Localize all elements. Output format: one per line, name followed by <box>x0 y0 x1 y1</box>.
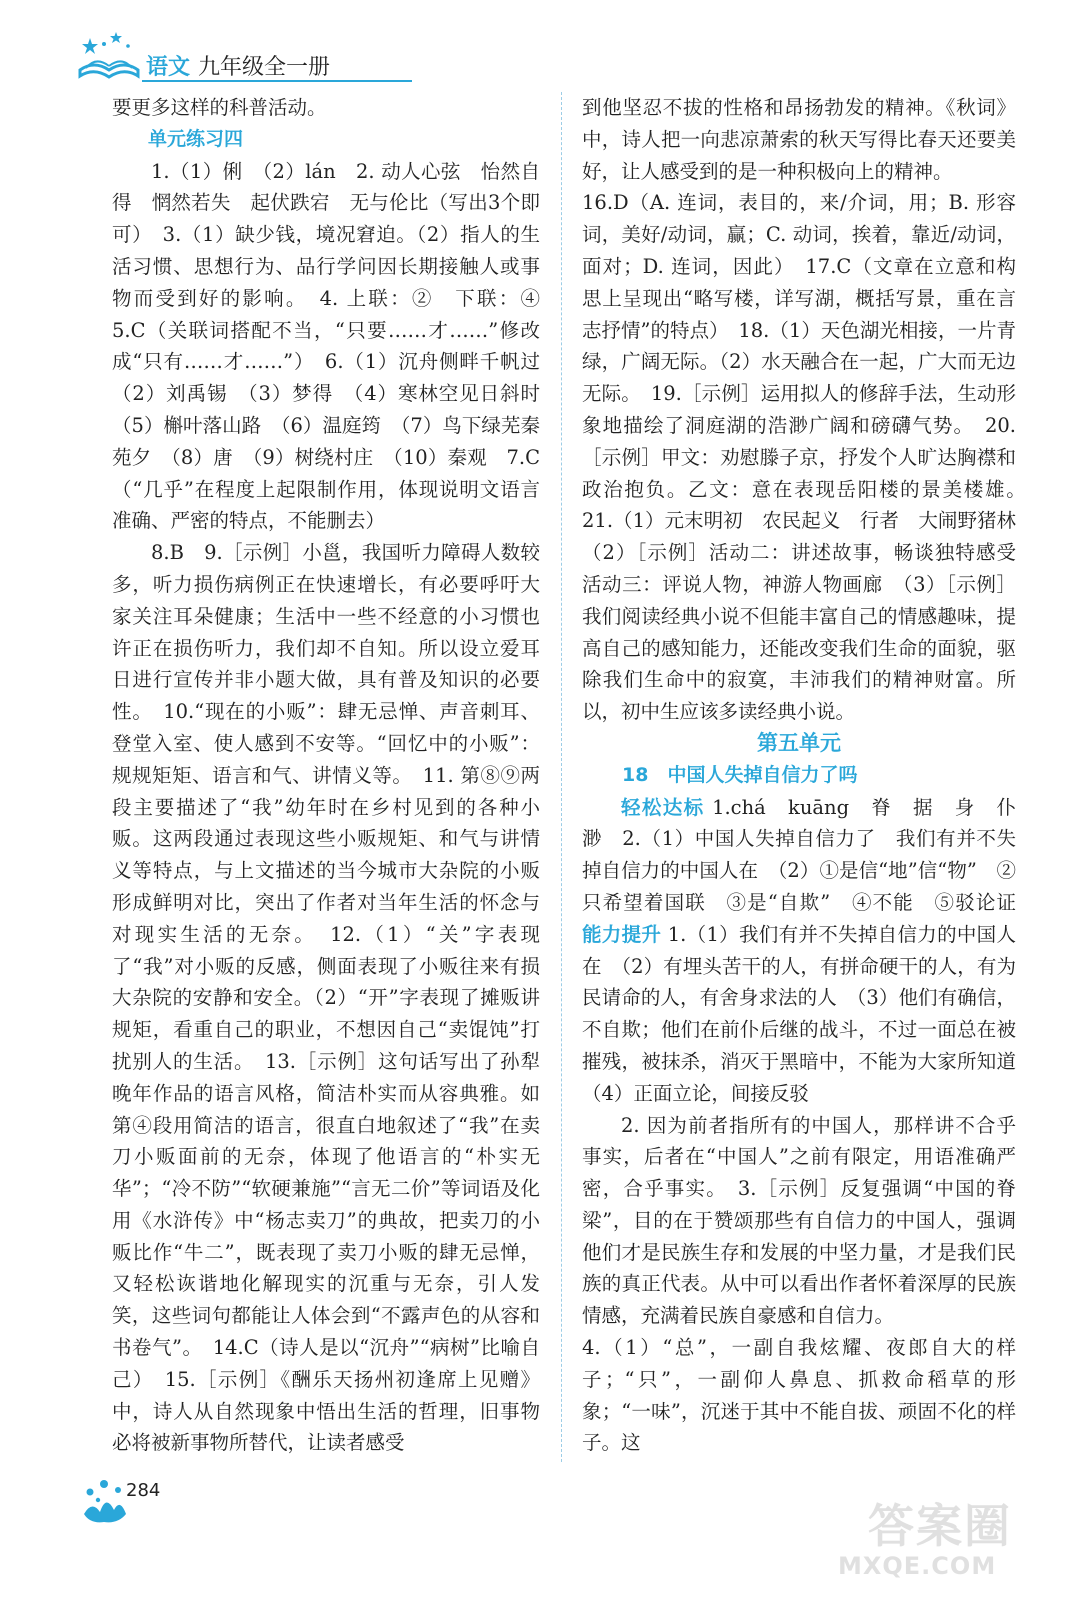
header-rule <box>142 80 412 82</box>
right-paragraph-3 <box>582 792 1036 1110</box>
right-paragraph-6: 4.（1）“总”，一副自我炫耀、夜郎自大的样子；“只”，一副仰人鼻息、抓救命稻草的形象；“一味”，沉迷于其中不能自拔、顽固不化的样子。这 <box>582 1336 1016 1455</box>
right-paragraph-3-text: 1.chá kuāng 脊 据 身 仆 渺 2.（1）中国人失掉自信力了 我们有并不失掉自信力的中国人在 （2）①是信“地”信“物” ②只希望着国联 ③是“自欺” ④不能 ⑤驳论证 <box>582 795 1036 914</box>
right-paragraph-5: 2. 因为前者指所有的中国人，那样讲不合乎事实，后者在“中国人”之前有限定，用语准确严密，合乎事实。 3.［示例］反复强调“中国的脊梁”，目的在于赞颂那些有自信力的中国人，强调他们才是民族生存和发展的中坚力量，才是我们民族的真正代表。从中可以看出作者怀着深厚的民族情感，充满着民族自豪感和自信力。 <box>582 1113 1016 1328</box>
open-book-icon <box>76 30 142 82</box>
page-footer <box>78 1470 198 1530</box>
watermark-url: MXQE.COM <box>838 1552 997 1580</box>
grade-label: 九年级全一册 <box>198 55 331 80</box>
left-column <box>112 92 560 1459</box>
lesson-heading: 18 中国人失掉自信力了吗 <box>622 763 858 786</box>
unit-five-heading: 第五单元 <box>757 730 841 755</box>
site-watermark <box>838 1490 1028 1590</box>
water-splash-icon <box>78 1470 130 1526</box>
subject-label: 语文 <box>146 55 191 80</box>
tag-ability-up: 能力提升 <box>582 922 662 946</box>
left-paragraph-0: 要更多这样的科普活动。 <box>112 96 327 119</box>
left-paragraph-2: 8.B 9.［示例］小邕，我国听力障碍人数较多，听力损伤病例正在快速增长，有必要呼吁大家关注耳朵健康；生活中一些不经意的小习惯也许正在损伤听力，我们却不自知。所以设立爱耳日进行宣传并非小题大做，具有普及知识的必要性。 10.“现在的小贩”：肆无忌惮、声音刺耳、登堂入室、使人感到不安等。“回忆中的小贩”：规规矩矩、语言和气、讲情义等。 11. 第⑧⑨两段主要描述了“我”幼年时在乡村见到的各种小贩。这两段通过表现这些小贩规矩、和气与讲情义等特点，与上文描述的当今城市大杂院的小贩形成鲜明对比，突出了作者对当年生活的怀念与对现实生活的无奈。 12.（1）“关”字表现了“我”对小贩的反感，侧面表现了小贩往来有损大杂院的安静和安全。（2）“开”字表现了摊贩讲规矩，看重自己的职业，不想因自己“卖馄饨”打扰别人的生活。 13.［示例］这句话写出了孙犁晚年作品的语言风格，简洁朴实而从容典雅。如第④段用简洁的语言，很直白地叙述了“我”在卖刀小贩面前的无奈，体现了他语言的“朴实无华”；“冷不防”“软硬兼施”“言无二价”等词语及化用《水浒传》中“杨志卖刀”的典故，把卖刀的小贩比作“牛二”，既表现了卖刀小贩的肆无忌惮，又轻松诙谐地化解现实的沉重与无奈，引人发笑，这些词句都能让人体会到“不露声色的从容和书卷气”。 14.C（诗人是以“沉舟”“病树”比喻自己） 15.［示例］《酬乐天扬州初逢席上见赠》中，诗人从自然现象中悟出生活的哲理，旧事物必将被新事物所替代，让读者感受 <box>112 541 540 1455</box>
watermark-logo-text: 答案圈 <box>868 1499 1012 1553</box>
right-paragraph-2: 16.D（A. 连词，表目的，来/介词，用；B. 形容词，美好/动词，赢；C. 动词，挨着，靠近/动词，面对；D. 连词，因此） 17.C（文章在立意和构思上呈现出“略写楼，详写湖，概括写景，重在言志抒情”的特点） 18.（1）天色湖光相接，一片青绿，广阔无际。（2）水天融合在一起，广大而无边无际。 19.［示例］运用拟人的修辞手法，生动形象地描绘了洞庭湖的浩渺广阔和磅礴气势。 20.［示例］甲文：劝慰滕子京，抒发个人旷达胸襟和政治抱负。乙文：意在表现岳阳楼的景美楼雄。 21.（1）元末明初 农民起义 行者 大闹野猪林 （2）［示例］活动二：讲述故事，畅谈独特感受 活动三：评说人物，神游人物画廊 （3）［示例］我们阅读经典小说不但能丰富自己的情感趣味，提高自己的感知能力，还能改变我们生命的面貌，驱除我们生命中的寂寞，丰沛我们的精神财富。所以，初中生应该多读经典小说。 <box>582 191 1036 724</box>
unit-exercise-heading: 单元练习四 <box>148 127 244 150</box>
column-divider <box>561 92 562 1462</box>
tag-easy-target: 轻松达标 <box>621 795 705 819</box>
page-number: 284 <box>126 1480 161 1501</box>
right-paragraph-1: 到他坚忍不拔的性格和昂扬勃发的精神。《秋词》中，诗人把一向悲凉萧索的秋天写得比春天还要美好，让人感受到的是一种积极向上的精神。 <box>582 96 1016 183</box>
right-paragraph-4-text: 1.（1）我们有并不失掉自信力的中国人在 （2）有埋头苦干的人，有拼命硬干的人，有为民请命的人，有舍身求法的人 （3）他们有确信，不自欺；他们在前仆后继的战斗，不过一面总在被摧残，被抹杀，消灭于黑暗中，不能为大家所知道 （4）正面立论，间接反驳 <box>582 922 1036 1105</box>
right-column <box>582 92 1036 1459</box>
page-header <box>76 28 436 88</box>
left-paragraph-1: 1.（1）俐 （2）lán 2. 动人心弦 怡然自得 惘然若失 起伏跌宕 无与伦比（写出3个即可） 3.（1）缺少钱，境况窘迫。（2）指人的生活习惯、思想行为、品行学问因长期接触人或事物而受到好的影响。 4. 上联：② 下联：④ 5.C（关联词搭配不当，“只要……才……”修改成“只有……才……”） 6.（1）沉舟侧畔千帆过 （2）刘禹锡 （3）梦得 （4）寒林空见日斜时 （5）槲叶落山路 （6）温庭筠 （7）鸟下绿芜秦苑夕 （8）唐 （9）树绕村庄 （10）秦观 7.C（“几乎”在程度上起限制作用，体现说明文语言准确、严密的特点，不能删去） <box>112 159 560 533</box>
